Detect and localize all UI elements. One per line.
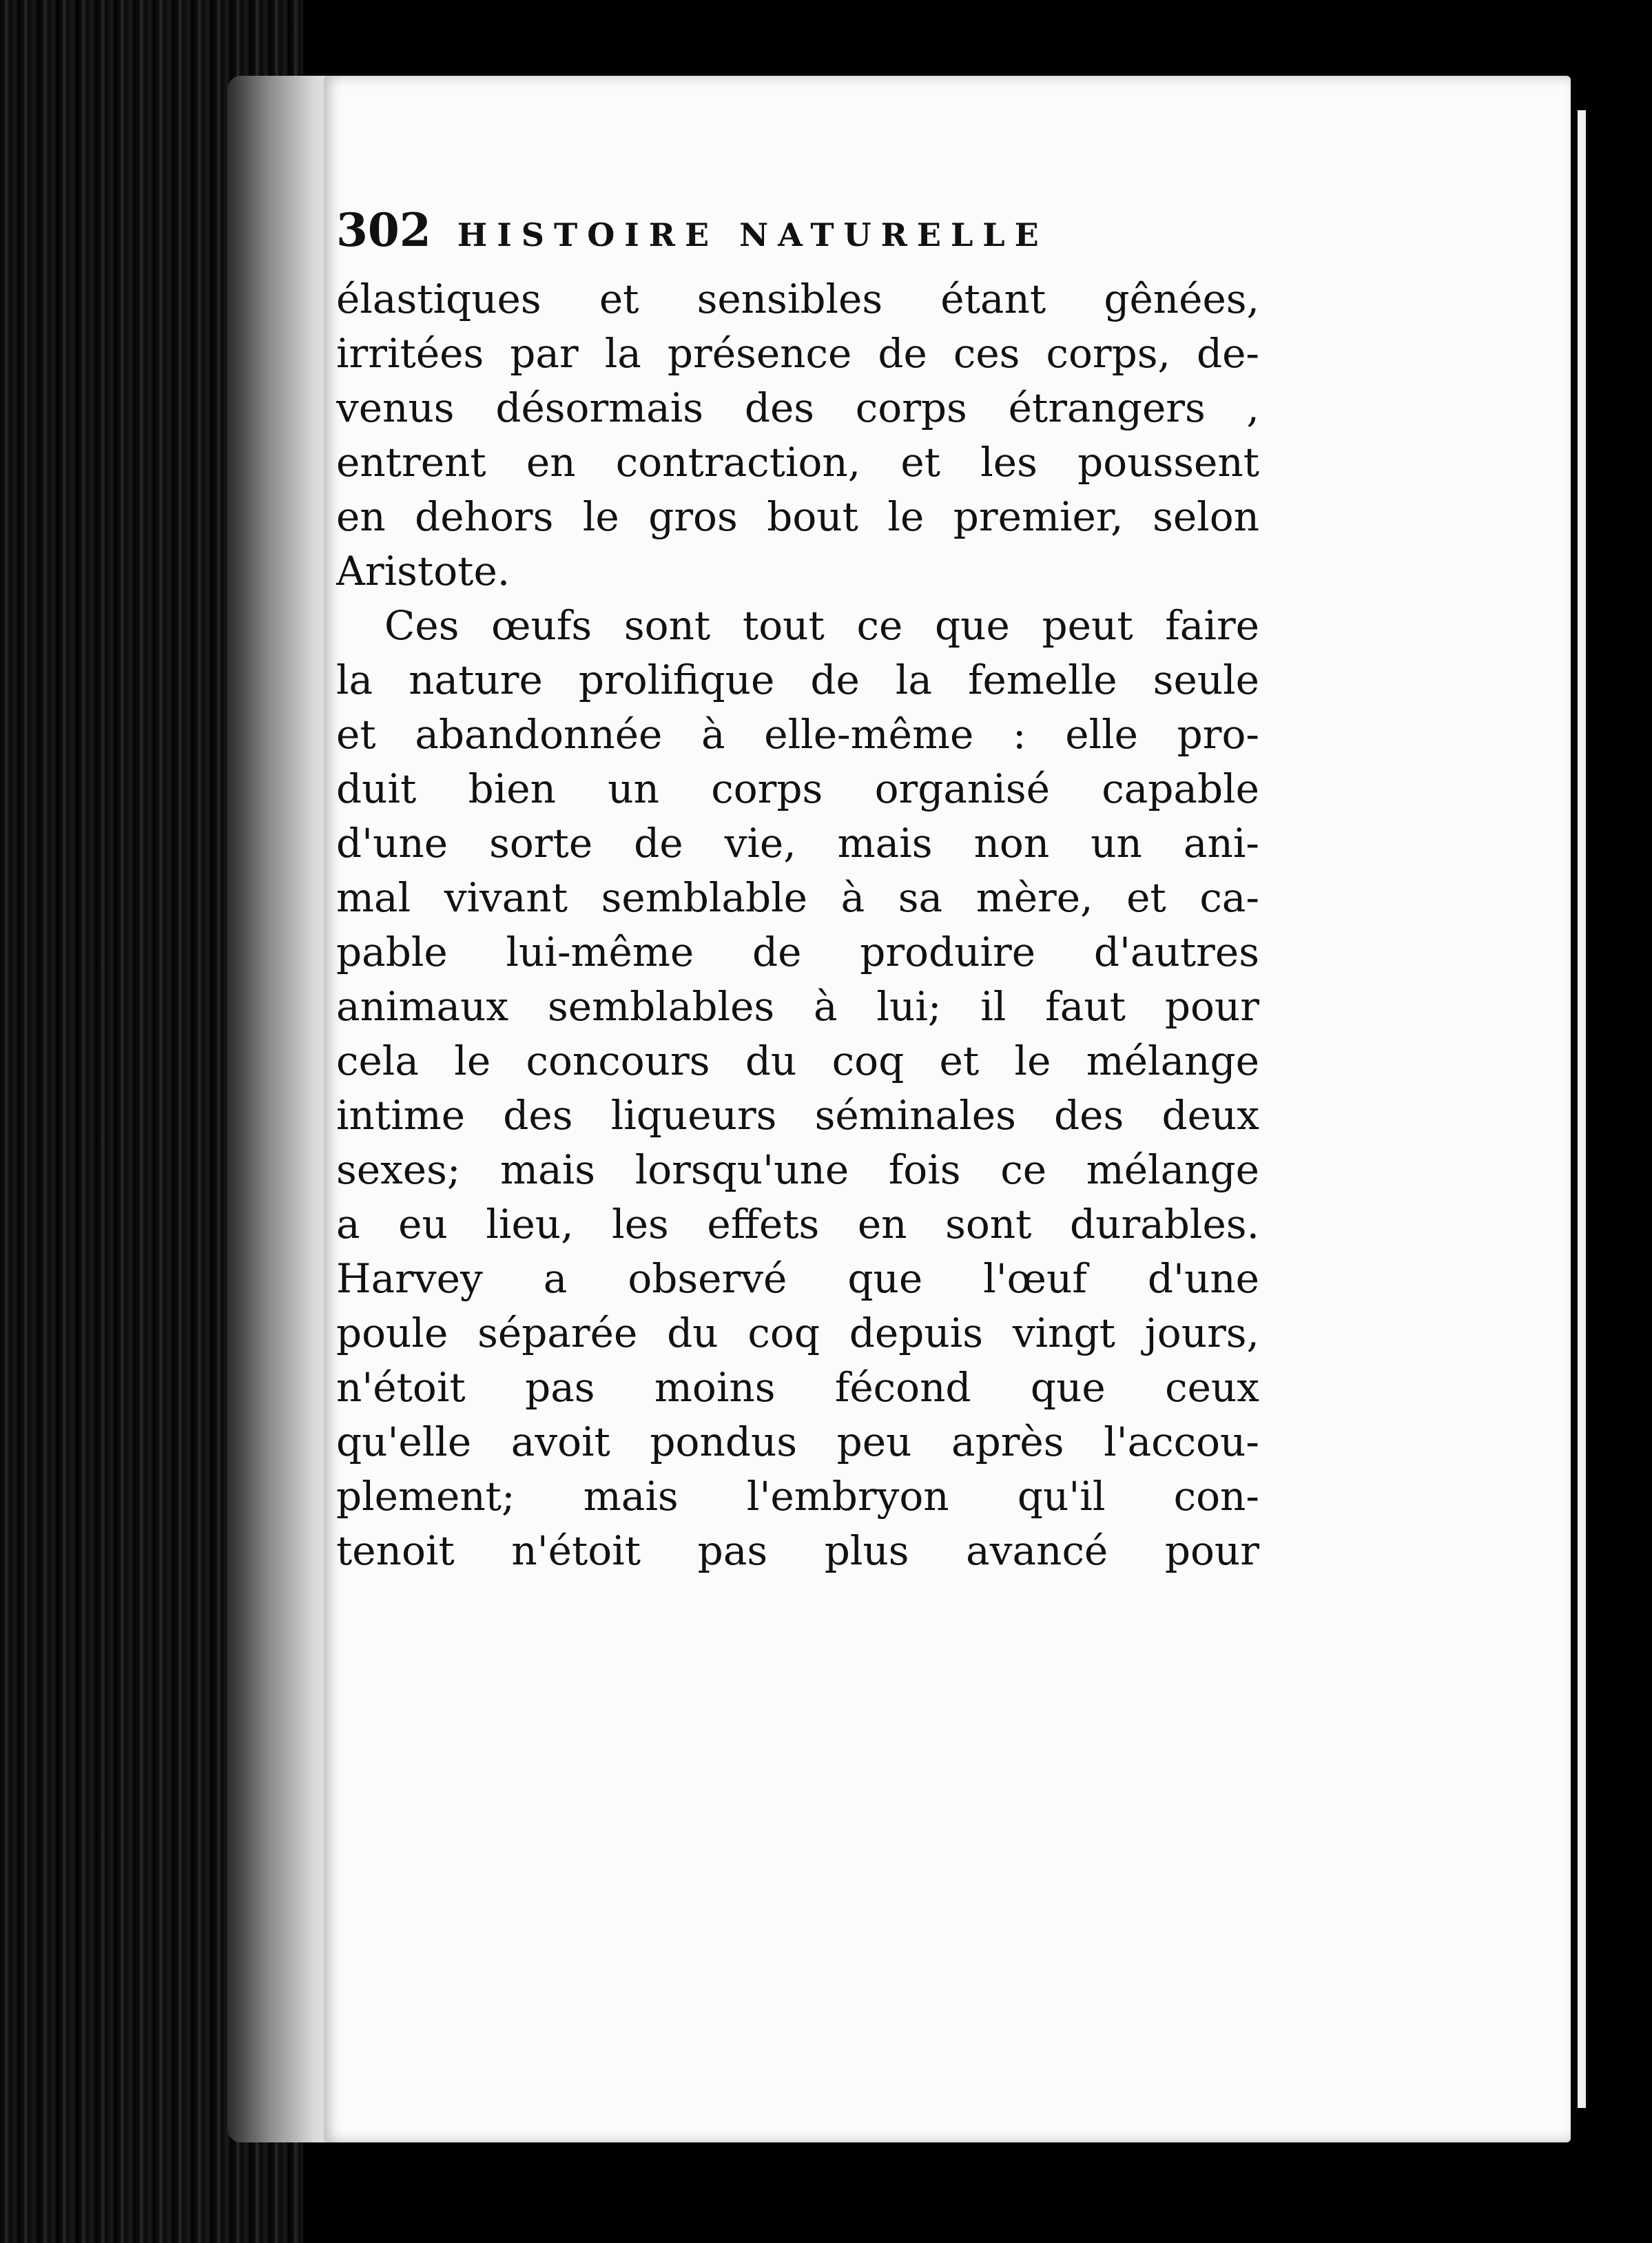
text-line: Ces œufs sont tout ce que peut faire bbox=[384, 602, 1259, 649]
text-line: duit bien un corps organisé capable bbox=[336, 765, 1259, 812]
text-line: intime des liqueurs séminales des deux bbox=[336, 1092, 1259, 1139]
text-line: poule séparée du coq depuis vingt jours, bbox=[336, 1310, 1259, 1356]
text-line: a eu lieu, les effets en sont durables. bbox=[336, 1201, 1259, 1248]
text-line: n'étoit pas moins fécond que ceux bbox=[336, 1364, 1259, 1411]
text-line: élastiques et sensibles étant gênées, bbox=[336, 276, 1259, 322]
page-header bbox=[336, 203, 1252, 257]
text-line: animaux semblables à lui; il faut pour bbox=[336, 983, 1259, 1030]
page-number: 302 bbox=[336, 203, 431, 257]
body-text bbox=[336, 272, 1259, 1578]
text-line: entrent en contraction, et les poussent bbox=[336, 439, 1259, 486]
running-head: HISTOIRE NATURELLE bbox=[457, 216, 1049, 254]
text-line: tenoit n'étoit pas plus avancé pour bbox=[336, 1527, 1259, 1574]
next-page-edge bbox=[1578, 110, 1586, 2108]
text-line: d'une sorte de vie, mais non un ani- bbox=[336, 820, 1259, 867]
text-line: irritées par la présence de ces corps, de- bbox=[336, 330, 1259, 377]
text-line: et abandonnée à elle-même : elle pro- bbox=[336, 711, 1259, 758]
text-line: Aristote. bbox=[336, 548, 510, 595]
text-line: sexes; mais lorsqu'une fois ce mélange bbox=[336, 1146, 1259, 1193]
text-line: venus désormais des corps étrangers , bbox=[336, 384, 1259, 431]
text-line: la nature prolifique de la femelle seule bbox=[336, 657, 1259, 703]
text-line: qu'elle avoit pondus peu après l'accou- bbox=[336, 1418, 1259, 1465]
text-line: mal vivant semblable à sa mère, et ca- bbox=[336, 874, 1259, 921]
text-line: en dehors le gros bout le premier, selon bbox=[336, 493, 1259, 540]
text-line: Harvey a observé que l'œuf d'une bbox=[336, 1255, 1259, 1302]
text-line: cela le concours du coq et le mélange bbox=[336, 1037, 1259, 1084]
text-line: pable lui-même de produire d'autres bbox=[336, 929, 1259, 975]
text-line: plement; mais l'embryon qu'il con- bbox=[336, 1473, 1259, 1520]
